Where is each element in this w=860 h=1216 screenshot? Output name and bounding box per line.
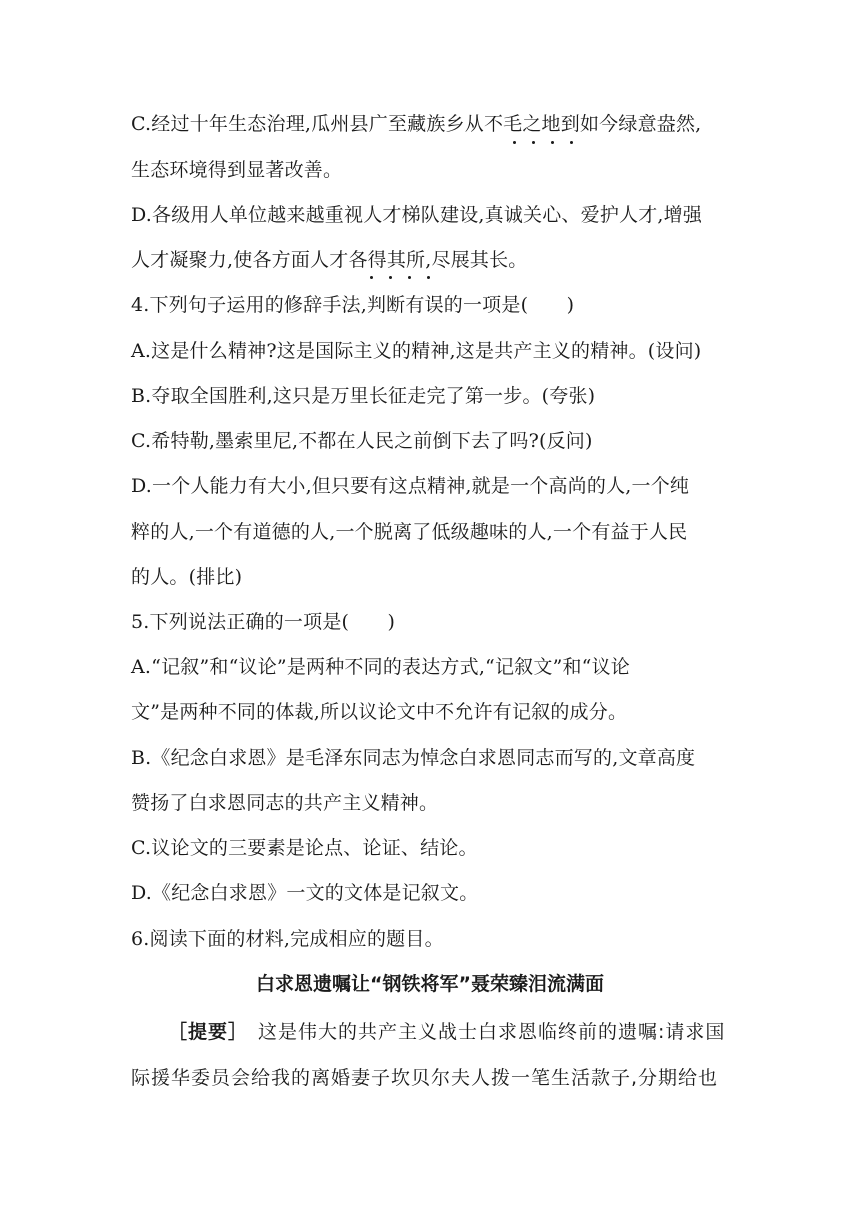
emphasis-dot [551,141,554,144]
article-title: 白求恩遗嘱让“钢铁将军”聂荣臻泪流满面 [256,973,604,995]
q5-stem: 5.下列说法正确的一项是( ) [131,611,396,633]
q6-stem: 6.阅读下面的材料,完成相应的题目。 [131,928,444,950]
q5-option-c: C.议论文的三要素是论点、论证、结论。 [131,837,478,859]
summary-line-1 [168,1020,725,1044]
q5-option-b-line-2: 赞扬了白求恩同志的共产主义精神。 [131,792,439,814]
emphasis-dot [513,141,516,144]
q5-option-a-line-1: A.“记叙”和“议论”是两种不同的表达方式,“记叙文”和“议论 [131,656,630,678]
q4-option-d-line-3: 的人。(排比) [131,566,243,588]
q5-option-b-line-1: B.《纪念白求恩》是毛泽东同志为悼念白求恩同志而写的,文章高度 [131,747,696,769]
q3-option-c-line-1 [131,112,701,136]
emphasis-dot [532,141,535,144]
emphasis-dot [408,276,411,279]
q3-option-c-emphasis: 不毛之地 [483,113,561,135]
summary-line-2: 际援华委员会给我的离婚妻子坎贝尔夫人拨一笔生活款子,分期给也 [131,1067,719,1089]
emphasis-dot [389,276,392,279]
emphasis-dot [370,276,373,279]
summary-text-1: 这是伟大的共产主义战士白求恩临终前的遗嘱:请求国 [258,1021,726,1043]
q4-option-b: B.夺取全国胜利,这只是万里长征走完了第一步。(夸张) [131,385,596,407]
emphasis-dot [427,276,430,279]
emphasis-dot [570,141,573,144]
q5-option-a-line-2: 文”是两种不同的体裁,所以议论文中不允许有记叙的成分。 [131,701,628,723]
q3-option-c-text-a: C.经过十年生态治理,瓜州县广至藏族乡从 [131,113,484,135]
q5-option-d: D.《纪念白求恩》一文的文体是记叙文。 [131,882,479,904]
q4-option-c: C.希特勒,墨索里尼,不都在人民之前倒下去了吗?(反问) [131,430,593,452]
q4-option-d-line-1: D.一个人能力有大小,但只要有这点精神,就是一个高尚的人,一个纯 [131,475,690,497]
q3-option-c-text-b: 到如今绿意盎然, [560,113,702,135]
q3-option-c-line-2: 生态环境得到显著改善。 [131,159,343,181]
q3-option-d-text-b: ,尽展其长。 [425,249,528,271]
summary-tag: ［提要］ [168,1021,249,1043]
q3-option-d-emphasis: 各得其所 [348,249,426,271]
q4-stem: 4.下列句子运用的修辞手法,判断有误的一项是( ) [131,294,575,316]
q3-option-d-line-1: D.各级用人单位越来越重视人才梯队建设,真诚关心、爱护人才,增强 [131,204,703,226]
q3-option-d-line-2 [131,248,528,272]
q4-option-d-line-2: 粹的人,一个有道德的人,一个脱离了低级趣味的人,一个有益于人民 [131,521,688,543]
q3-option-d-text-a: 人才凝聚力,使各方面人才 [131,249,349,271]
q4-option-a: A.这是什么精神?这是国际主义的精神,这是共产主义的精神。(设问) [131,340,702,362]
